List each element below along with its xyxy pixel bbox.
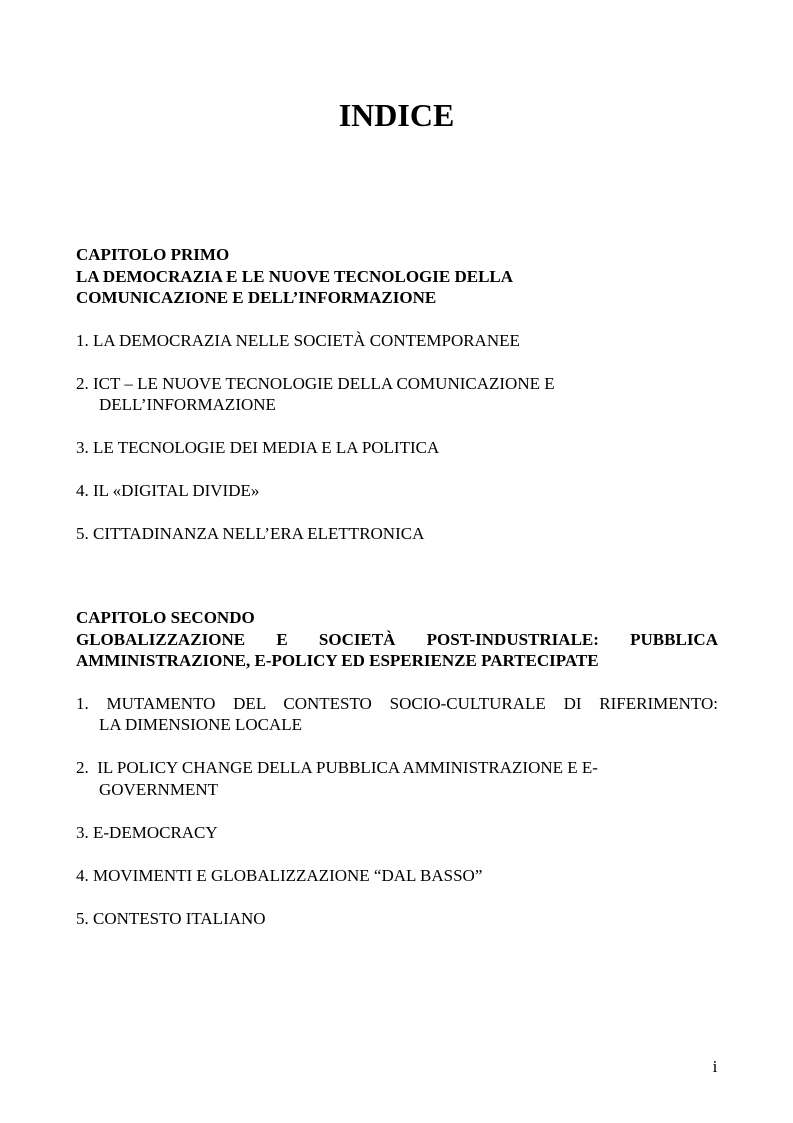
toc-entry bbox=[76, 437, 718, 459]
toc-entry-text: 5. CITTADINANZA NELL’ERA ELETTRONICA bbox=[76, 524, 425, 543]
toc-entries bbox=[76, 330, 718, 545]
toc-entry-text: 1. MUTAMENTO DEL CONTESTO SOCIO-CULTURALE DI RIFERIMENTO: bbox=[76, 693, 718, 713]
chapter-title-line: GLOBALIZZAZIONE E SOCIETÀ POST-INDUSTRIALE: PUBBLICA bbox=[76, 629, 718, 649]
chapter-heading bbox=[76, 244, 718, 309]
toc-entry bbox=[76, 480, 718, 502]
chapter-title-line: AMMINISTRAZIONE, E-POLICY ED ESPERIENZE PARTECIPATE bbox=[76, 651, 599, 670]
toc-entry-text-continued: GOVERNMENT bbox=[99, 779, 218, 799]
toc-entry bbox=[76, 373, 718, 416]
toc-entries bbox=[76, 693, 718, 930]
chapter-label: CAPITOLO PRIMO bbox=[76, 245, 230, 264]
toc-entry bbox=[76, 523, 718, 545]
toc-entry bbox=[76, 330, 718, 352]
toc-entry bbox=[76, 865, 718, 887]
toc-entry-text: 4. IL «DIGITAL DIVIDE» bbox=[76, 481, 260, 500]
page-title: INDICE bbox=[338, 97, 455, 133]
chapter-1 bbox=[76, 244, 718, 566]
toc-entry-text: 3. LE TECNOLOGIE DEI MEDIA E LA POLITICA bbox=[76, 438, 440, 457]
toc-entry bbox=[76, 693, 718, 736]
chapter-2 bbox=[76, 607, 718, 951]
toc-entry bbox=[76, 822, 718, 844]
toc-entry-text-continued: LA DIMENSIONE LOCALE bbox=[99, 715, 303, 734]
chapter-title-line: LA DEMOCRAZIA E LE NUOVE TECNOLOGIE DELLA bbox=[76, 266, 514, 286]
chapter-title-line: COMUNICAZIONE E DELL’INFORMAZIONE bbox=[76, 288, 437, 307]
toc-entry-text: 5. CONTESTO ITALIANO bbox=[76, 908, 266, 928]
chapter-label: CAPITOLO SECONDO bbox=[76, 608, 255, 627]
chapter-heading bbox=[76, 607, 718, 672]
toc-entry bbox=[76, 757, 718, 800]
toc-entry-text-continued: DELL’INFORMAZIONE bbox=[99, 395, 276, 414]
toc-entry-text: 1. LA DEMOCRAZIA NELLE SOCIETÀ CONTEMPORANEE bbox=[76, 330, 520, 350]
toc-entry bbox=[76, 908, 718, 930]
toc-entry-text: 2. ICT – LE NUOVE TECNOLOGIE DELLA COMUNICAZIONE E bbox=[76, 373, 555, 393]
page-number: i bbox=[712, 1057, 718, 1076]
toc-entry-text: 2. IL POLICY CHANGE DELLA PUBBLICA AMMINISTRAZIONE E E- bbox=[76, 758, 598, 777]
toc-entry-text: 3. E-DEMOCRACY bbox=[76, 822, 218, 842]
toc-entry-text: 4. MOVIMENTI E GLOBALIZZAZIONE “DAL BASSO” bbox=[76, 865, 483, 885]
